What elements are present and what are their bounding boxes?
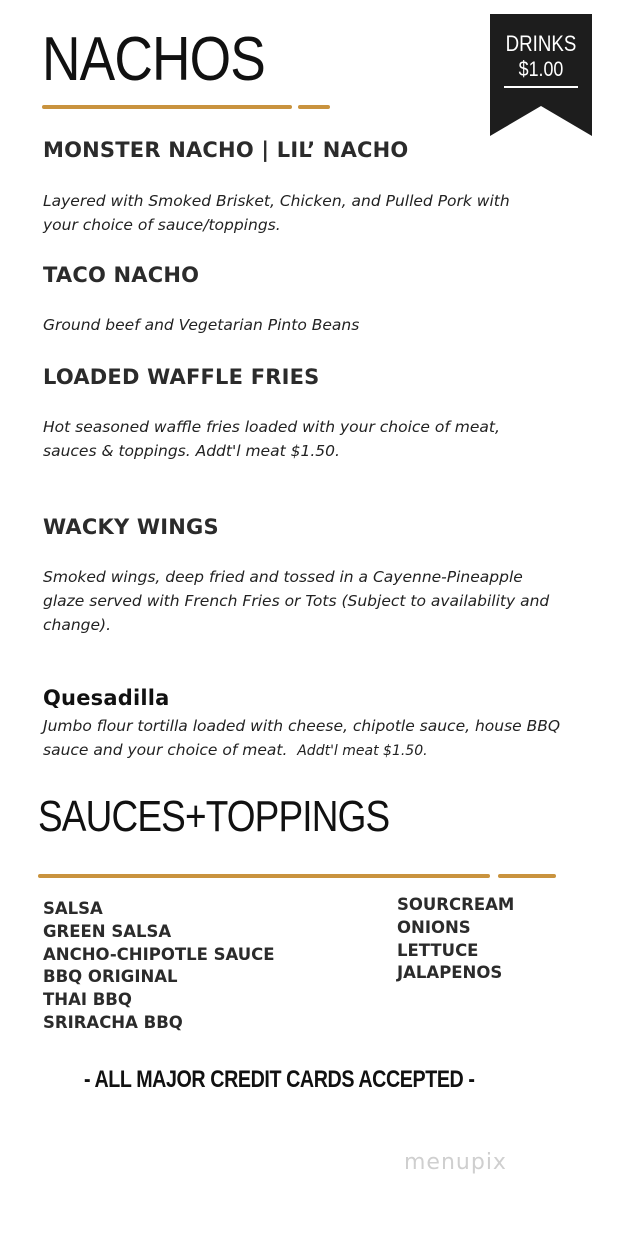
- list-item: ONIONS: [397, 917, 471, 937]
- list-item: BBQ ORIGINAL: [43, 967, 178, 987]
- page-title: NACHOS: [42, 25, 265, 94]
- list-item: LETTUCE: [397, 940, 479, 960]
- sauces-underline-dash: [498, 874, 556, 878]
- item-monster-nacho-title: MONSTER NACHO | LIL’ NACHO: [43, 138, 409, 162]
- sauces-underline: [38, 874, 490, 878]
- title-underline: [42, 105, 292, 109]
- item-wacky-wings-title: WACKY WINGS: [43, 515, 219, 539]
- drinks-underline: [504, 86, 578, 88]
- credit-cards-footer: - ALL MAJOR CREDIT CARDS ACCEPTED -: [84, 1066, 475, 1093]
- item-monster-nacho-desc: Layered with Smoked Brisket, Chicken, and Pulled Pork with your choice of sauce/toppings.: [43, 192, 510, 234]
- toppings-list-right: [397, 894, 514, 985]
- list-item: JALAPENOS: [397, 963, 503, 983]
- item-wacky-wings-desc: Smoked wings, deep fried and tossed in a Cayenne-Pineapple glaze served with French Fries or Tots (Subject to availability and change).: [43, 568, 550, 634]
- drinks-price: $1.00: [518, 58, 564, 81]
- item-taco-nacho-desc: Ground beef and Vegetarian Pinto Beans: [43, 316, 360, 334]
- item-quesadilla-title: Quesadilla: [43, 686, 170, 710]
- menupix-watermark: menupix: [404, 1150, 507, 1175]
- drinks-label: DRINKS: [505, 31, 577, 56]
- item-loaded-waffle-fries-title: LOADED WAFFLE FRIES: [43, 365, 320, 389]
- sauces-list-left: [43, 898, 275, 1035]
- list-item: GREEN SALSA: [43, 921, 172, 941]
- list-item: ANCHO-CHIPOTLE SAUCE: [43, 944, 275, 964]
- list-item: THAI BBQ: [43, 990, 132, 1010]
- item-taco-nacho-title: TACO NACHO: [43, 263, 200, 287]
- item-loaded-waffle-fries-desc: Hot seasoned waffle fries loaded with your choice of meat, sauces & toppings. Addt'l meat $1.50.: [43, 418, 500, 460]
- title-underline-dash: [298, 105, 330, 109]
- drinks-banner: [490, 14, 592, 136]
- list-item: SALSA: [43, 899, 103, 918]
- item-quesadilla-desc: Jumbo flour tortilla loaded with cheese, chipotle sauce, house BBQ sauce and your choice of meat. Addt'l meat $1.50.: [43, 717, 561, 759]
- list-item: SRIRACHA BBQ: [43, 1012, 183, 1032]
- sauces-toppings-title: SAUCES+TOPPINGS: [38, 792, 390, 841]
- list-item: SOURCREAM: [397, 895, 515, 914]
